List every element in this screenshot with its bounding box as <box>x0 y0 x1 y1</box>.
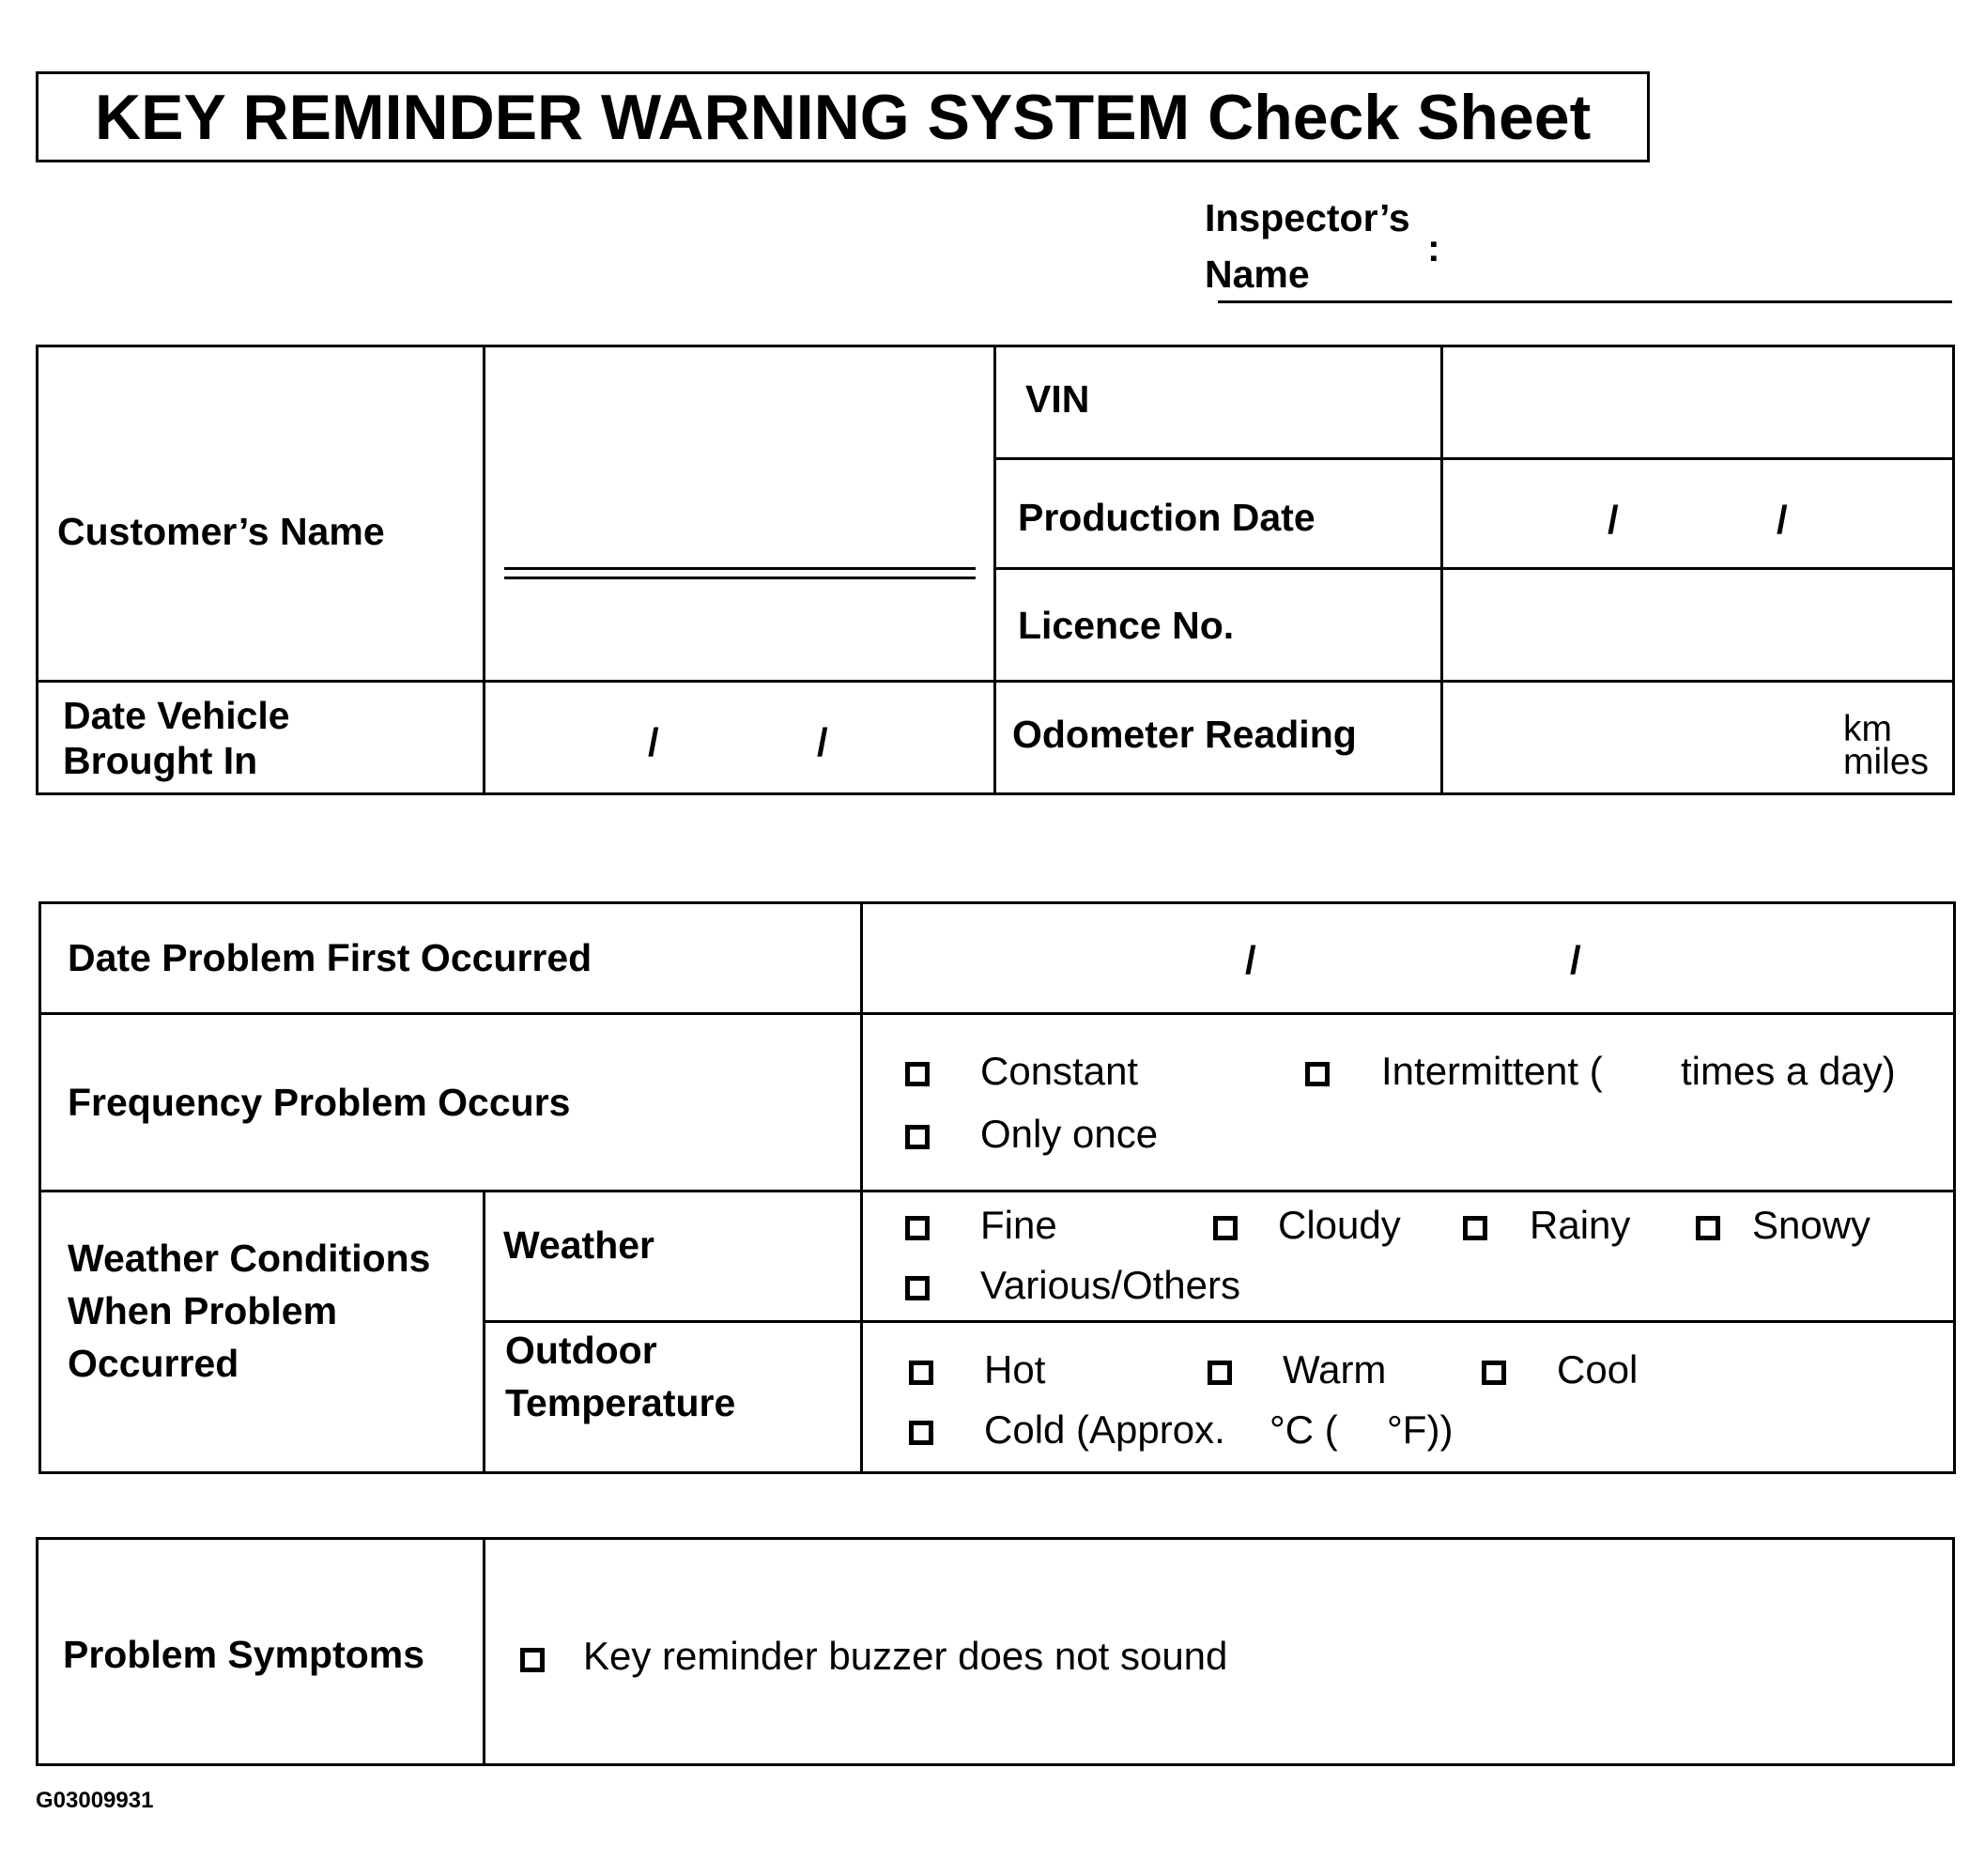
checkbox-constant[interactable] <box>905 1062 930 1086</box>
weather-conditions-label-line1: Weather Conditions <box>68 1237 431 1280</box>
divider <box>993 457 1955 460</box>
production-date-label: Production Date <box>1018 496 1316 539</box>
option-snowy: Snowy <box>1752 1203 1871 1247</box>
checkbox-fine[interactable] <box>905 1216 930 1240</box>
page-title: KEY REMINDER WARNING SYSTEM Check Sheet <box>95 82 1592 153</box>
unit-miles: miles <box>1843 742 1930 782</box>
inspector-colon: : <box>1427 226 1440 269</box>
divider <box>38 1190 1956 1192</box>
date-brought-in-label-line1: Date Vehicle <box>63 694 290 737</box>
inspector-name-line[interactable] <box>1218 300 1952 303</box>
option-cool: Cool <box>1557 1347 1639 1392</box>
divider <box>36 680 1955 683</box>
checkbox-warm[interactable] <box>1208 1361 1232 1385</box>
weather-label: Weather <box>503 1223 655 1267</box>
divider <box>483 345 485 795</box>
date-brought-in-label-line2: Brought In <box>63 739 258 782</box>
outdoor-temp-label-line1: Outdoor <box>505 1329 657 1372</box>
checkbox-cool[interactable] <box>1482 1361 1506 1385</box>
checkbox-key-buzzer[interactable] <box>520 1648 545 1672</box>
option-constant: Constant <box>980 1049 1139 1093</box>
option-hot: Hot <box>984 1347 1046 1392</box>
divider <box>860 901 863 1474</box>
option-key-buzzer: Key reminder buzzer does not sound <box>583 1634 1228 1678</box>
unit-km: km <box>1843 709 1892 749</box>
title-box <box>36 71 1650 162</box>
option-fine: Fine <box>980 1203 1057 1247</box>
times-a-day-text: times a day) <box>1681 1049 1896 1093</box>
production-date-slash: / <box>1608 498 1619 542</box>
checkbox-cloudy[interactable] <box>1213 1216 1238 1240</box>
option-intermittent: Intermittent ( <box>1381 1049 1603 1093</box>
inspector-label-line1: Inspector’s <box>1205 196 1410 239</box>
option-only-once: Only once <box>980 1112 1159 1156</box>
customer-name-label: Customer’s Name <box>57 510 385 553</box>
option-rainy: Rainy <box>1530 1203 1631 1247</box>
degree-c-text: °C ( <box>1269 1407 1338 1452</box>
divider <box>483 1537 485 1766</box>
vin-label: VIN <box>1025 377 1090 421</box>
weather-conditions-label-line2: When Problem <box>68 1289 338 1332</box>
brought-in-slash: / <box>817 720 828 764</box>
customer-name-line <box>504 577 976 579</box>
inspector-label-line2: Name <box>1205 253 1310 296</box>
divider <box>483 1190 485 1474</box>
frequency-label: Frequency Problem Occurs <box>68 1081 571 1124</box>
figure-code: G03009931 <box>36 1788 154 1813</box>
production-date-slash: / <box>1777 498 1788 542</box>
checkbox-hot[interactable] <box>909 1361 933 1385</box>
brought-in-slash: / <box>648 720 659 764</box>
divider <box>1440 345 1443 795</box>
checkbox-intermittent[interactable] <box>1305 1062 1330 1086</box>
checkbox-rainy[interactable] <box>1463 1216 1487 1240</box>
divider <box>993 345 996 795</box>
date-first-occurred-label: Date Problem First Occurred <box>68 936 592 979</box>
option-cloudy: Cloudy <box>1278 1203 1401 1247</box>
option-cold: Cold (Approx. <box>984 1407 1225 1452</box>
weather-conditions-label-line3: Occurred <box>68 1342 239 1385</box>
first-occurred-slash: / <box>1570 938 1581 982</box>
divider <box>38 1012 1956 1015</box>
odometer-label: Odometer Reading <box>1012 713 1357 756</box>
checkbox-only-once[interactable] <box>905 1125 930 1149</box>
option-warm: Warm <box>1283 1347 1387 1392</box>
licence-no-label: Licence No. <box>1018 604 1235 647</box>
problem-symptoms-label: Problem Symptoms <box>63 1633 425 1676</box>
option-various: Various/Others <box>980 1263 1240 1307</box>
checkbox-various[interactable] <box>905 1276 930 1300</box>
outdoor-temp-label-line2: Temperature <box>505 1381 736 1424</box>
checkbox-snowy[interactable] <box>1696 1216 1720 1240</box>
customer-name-line[interactable] <box>504 567 976 570</box>
divider <box>993 567 1955 570</box>
checkbox-cold[interactable] <box>909 1421 933 1445</box>
divider <box>483 1320 1956 1323</box>
degree-f-text: °F)) <box>1387 1407 1454 1452</box>
first-occurred-slash: / <box>1245 938 1256 982</box>
